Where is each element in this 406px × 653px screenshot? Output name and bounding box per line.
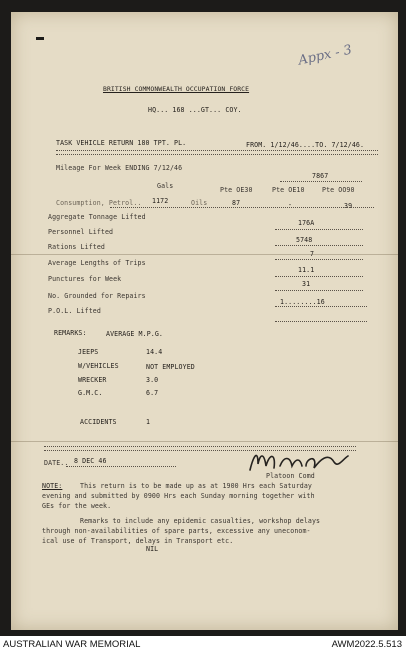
row-trip-length-label: Average Lengths of Trips bbox=[48, 259, 146, 267]
note-label: NOTE: bbox=[42, 482, 63, 490]
remark-note-line-3: ical use of Transport, delays in Transport etc. bbox=[42, 537, 234, 545]
consumption-dots bbox=[110, 207, 374, 208]
row-rations-label: Rations Lifted bbox=[48, 243, 105, 251]
note-line-1: This return is to be made up as at 1900 Hrs each Saturday bbox=[80, 482, 312, 490]
row-trip-length-value: 11.1 bbox=[298, 266, 315, 274]
col-pte0810: Pte OE10 bbox=[272, 186, 305, 194]
row-personnel-label: Personnel Lifted bbox=[48, 228, 114, 236]
row-trip-length-dots bbox=[275, 276, 363, 277]
accidents-label: ACCIDENTS bbox=[80, 418, 117, 426]
divider-dots-top-2 bbox=[56, 154, 378, 155]
punch-hole-mark bbox=[36, 37, 44, 40]
remark-wrecker-value: 3.0 bbox=[146, 376, 159, 384]
row-personnel-dots bbox=[275, 245, 363, 246]
col-pte0090: Pte OO90 bbox=[322, 186, 355, 194]
remark-jeeps-value: 14.4 bbox=[146, 348, 163, 356]
signatory-title: Platoon Comd bbox=[266, 472, 315, 480]
remark-wvehicles-name: W/VEHICLES bbox=[78, 362, 119, 370]
fold-line-upper bbox=[11, 254, 398, 255]
note-line-2: evening and submitted by 0900 Hrs each Sunday morning together with bbox=[42, 492, 315, 500]
remarks-label: REMARKS: bbox=[54, 329, 87, 337]
consumption-gals: 1172 bbox=[152, 197, 169, 205]
consumption-pte0810: - bbox=[288, 201, 293, 209]
consumption-oils-label: Oils bbox=[191, 199, 208, 207]
date-dots bbox=[66, 466, 176, 467]
return-period: FROM. 1/12/46....TO. 7/12/46. bbox=[246, 141, 365, 149]
row-punctures-dots bbox=[275, 290, 363, 291]
remarks-heading: AVERAGE M.P.G. bbox=[106, 330, 163, 338]
remark-wrecker-name: WRECKER bbox=[78, 376, 107, 384]
divider-dots-top bbox=[56, 150, 378, 151]
remark-gmc-name: G.M.C. bbox=[78, 389, 103, 397]
document-title: BRITISH COMMONWEALTH OCCUPATION FORCE bbox=[103, 85, 250, 93]
remark-wvehicles-value: NOT EMPLOYED bbox=[146, 363, 195, 371]
company-reference: HQ... 168 ...GT... COY. bbox=[148, 106, 242, 114]
mileage-dots bbox=[280, 181, 362, 182]
row-pol-dots bbox=[275, 321, 367, 322]
row-rations-dots bbox=[275, 259, 363, 260]
appendix-annotation: Appx - 3 bbox=[297, 42, 354, 69]
row-grounded-value: 1........16 bbox=[280, 298, 325, 306]
consumption-pte0090: 39 bbox=[344, 202, 353, 210]
footer-accession-number: AWM2022.5.513 bbox=[331, 639, 402, 650]
row-pol-label: P.O.L. Lifted bbox=[48, 307, 101, 315]
remark-gmc-value: 6.7 bbox=[146, 389, 159, 397]
col-pte0830: Pte OE30 bbox=[220, 186, 253, 194]
remark-note-line-1: Remarks to include any epidemic casualties, workshop delays bbox=[80, 517, 321, 525]
remark-jeeps-name: JEEPS bbox=[78, 348, 99, 356]
note-line-3: GEs for the week. bbox=[42, 502, 112, 510]
mileage-label: Mileage For Week ENDING 7/12/46 bbox=[56, 164, 183, 172]
return-label: TASK VEHICLE RETURN 180 TPT. PL. bbox=[56, 139, 187, 147]
nil-text: NIL bbox=[146, 545, 159, 553]
footer-institution: AUSTRALIAN WAR MEMORIAL bbox=[3, 639, 141, 650]
row-personnel-value: 5748 bbox=[296, 236, 313, 244]
row-punctures-label: Punctures for Week bbox=[48, 275, 122, 283]
remark-note-line-2: through non-availabilities of spare parts, excessive any uneconom- bbox=[42, 527, 311, 535]
row-aggregate-tonnage-label: Aggregate Tonnage Lifted bbox=[48, 213, 146, 221]
mileage-value: 7867 bbox=[312, 172, 329, 180]
row-aggregate-tonnage-dots bbox=[275, 229, 363, 230]
row-aggregate-tonnage-value: 176A bbox=[298, 219, 315, 227]
consumption-label: Consumption, Petrol.. bbox=[56, 199, 142, 207]
row-grounded-dots bbox=[275, 306, 367, 307]
col-gals: Gals bbox=[157, 182, 174, 190]
date-value: 8 DEC 46 bbox=[74, 457, 107, 465]
fold-line-lower bbox=[11, 441, 398, 442]
consumption-pte0830: 87 bbox=[232, 199, 241, 207]
date-label: DATE.. bbox=[44, 459, 69, 467]
row-punctures-value: 31 bbox=[302, 280, 311, 288]
row-rations-value: 7 bbox=[310, 250, 315, 258]
accidents-value: 1 bbox=[146, 418, 151, 426]
row-grounded-label: No. Grounded for Repairs bbox=[48, 292, 146, 300]
